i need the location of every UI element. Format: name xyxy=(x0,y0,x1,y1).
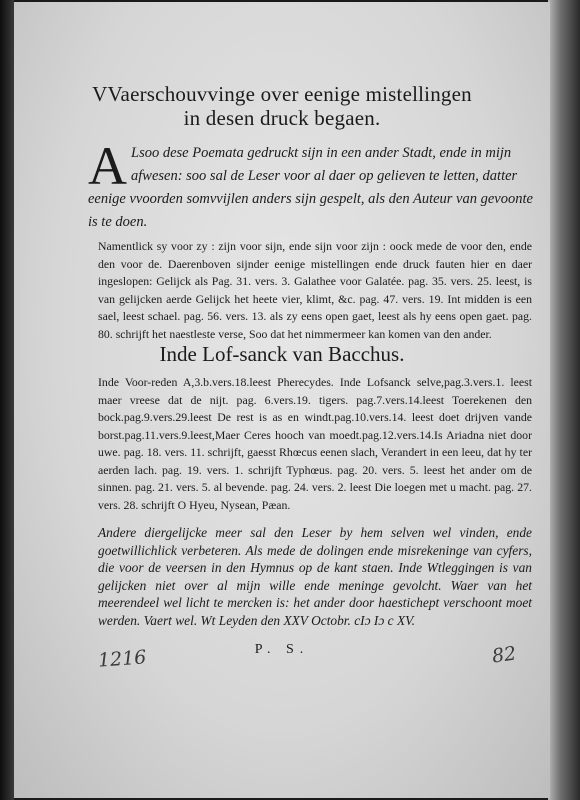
book-spine-right xyxy=(548,0,580,800)
drop-cap: A xyxy=(88,136,127,196)
handwritten-number-left: 1216 xyxy=(97,646,148,672)
handwritten-number-right: 82 xyxy=(490,642,518,668)
heading-line-1: VVaerschouvvinge over eenige mistellingen xyxy=(92,82,472,106)
page-heading xyxy=(14,82,550,130)
heading-line-2: in desen druck begaen. xyxy=(183,106,381,130)
closing-paragraph: Andere diergelijcke meer sal den Leser by hem selven wel vinden, ende goetwillichlick verbeteren. Als mede de dolingen ende misrekeninge van cyfers, die voor de veersen in den Hymnus op de kant staen. Inde Wtleggingen is van gelijcken niet over al mijn wille ende meninge gevolcht. Waer van het meerendeel wel licht te mercken is: het ander door haestichept verschoont moet werden. Vaert wel. Wt Leyden den XXV Octobr. cIɔ Iɔ c XV. xyxy=(98,525,532,628)
book-page xyxy=(14,2,550,798)
intro-text: Lsoo dese Poemata gedruckt sijn in een ander Stadt, ende in mijn afwesen: soo sal de Leser voor al daer op gelieven te letten, datter eenige vvoorden somvvijlen anders sijn gespelt, als den Auteur van gevoonte is te doen. xyxy=(88,145,533,230)
intro-paragraph xyxy=(88,136,534,234)
footer-mark: P. S. xyxy=(254,642,310,657)
section-title: Inde Lof-sanck van Bacchus. xyxy=(159,342,405,366)
errata-paragraph-1: Namentlick sy voor zy : zijn voor sijn, ende sijn voor zijn : oock mede de voor den, ende den voor de. Daerenboven sijnder eenige mistellingen ende druck fauten hier en daer ingeslopen: Gelijck als Pag. 31. vers. 3. Galathee voor Galatée. pag. 35. vers. 25. leest, is van gelijcken aerde Gelijck het heete vier, klimt, &c. pag. 47. vers. 19. Int midden is een sael, leest schael. pag. 56. vers. 13. als zy eens open gaet, leest als hy eens open gaet. pag. 80. schrijft het naestleste verse, Soo dat het nimmermeer kan komen van den ander. xyxy=(98,239,532,341)
book-spine-left xyxy=(0,0,14,800)
errata-paragraph-2: Inde Voor-reden A,3.b.vers.18.leest Pherecydes. Inde Lofsanck selve,pag.3.vers.1. leest maer vreese dat de nijt. pag. 6.vers.19. tigers. pag.7.vers.14.leest Toerekenen den bock.pag.9.vers.29.leest De rest is as en windt.pag.10.vers.14. leest doet drijven vande borst.pag.11.vers.9.leest,Maer Ceres hooch van moedt.pag.12.vers.14.Is Ariadna niet door uwe. pag. 18. vers. 11. schrijft, gaesst Rhœcus eenen slach, Verandert in een leeu, dat hy ter aerden lach. pag. 19. vers. 1. schrijft Typhœus. pag. 20. vers. 5. leest het ander om de sinnen. pag. 21. vers. 5. al bevende. pag. 24. vers. 2. leest Die loegen met u macht. pag. 27. vers. 28. schrijft O Hyeu, Nysean, Pæan. xyxy=(98,375,532,512)
